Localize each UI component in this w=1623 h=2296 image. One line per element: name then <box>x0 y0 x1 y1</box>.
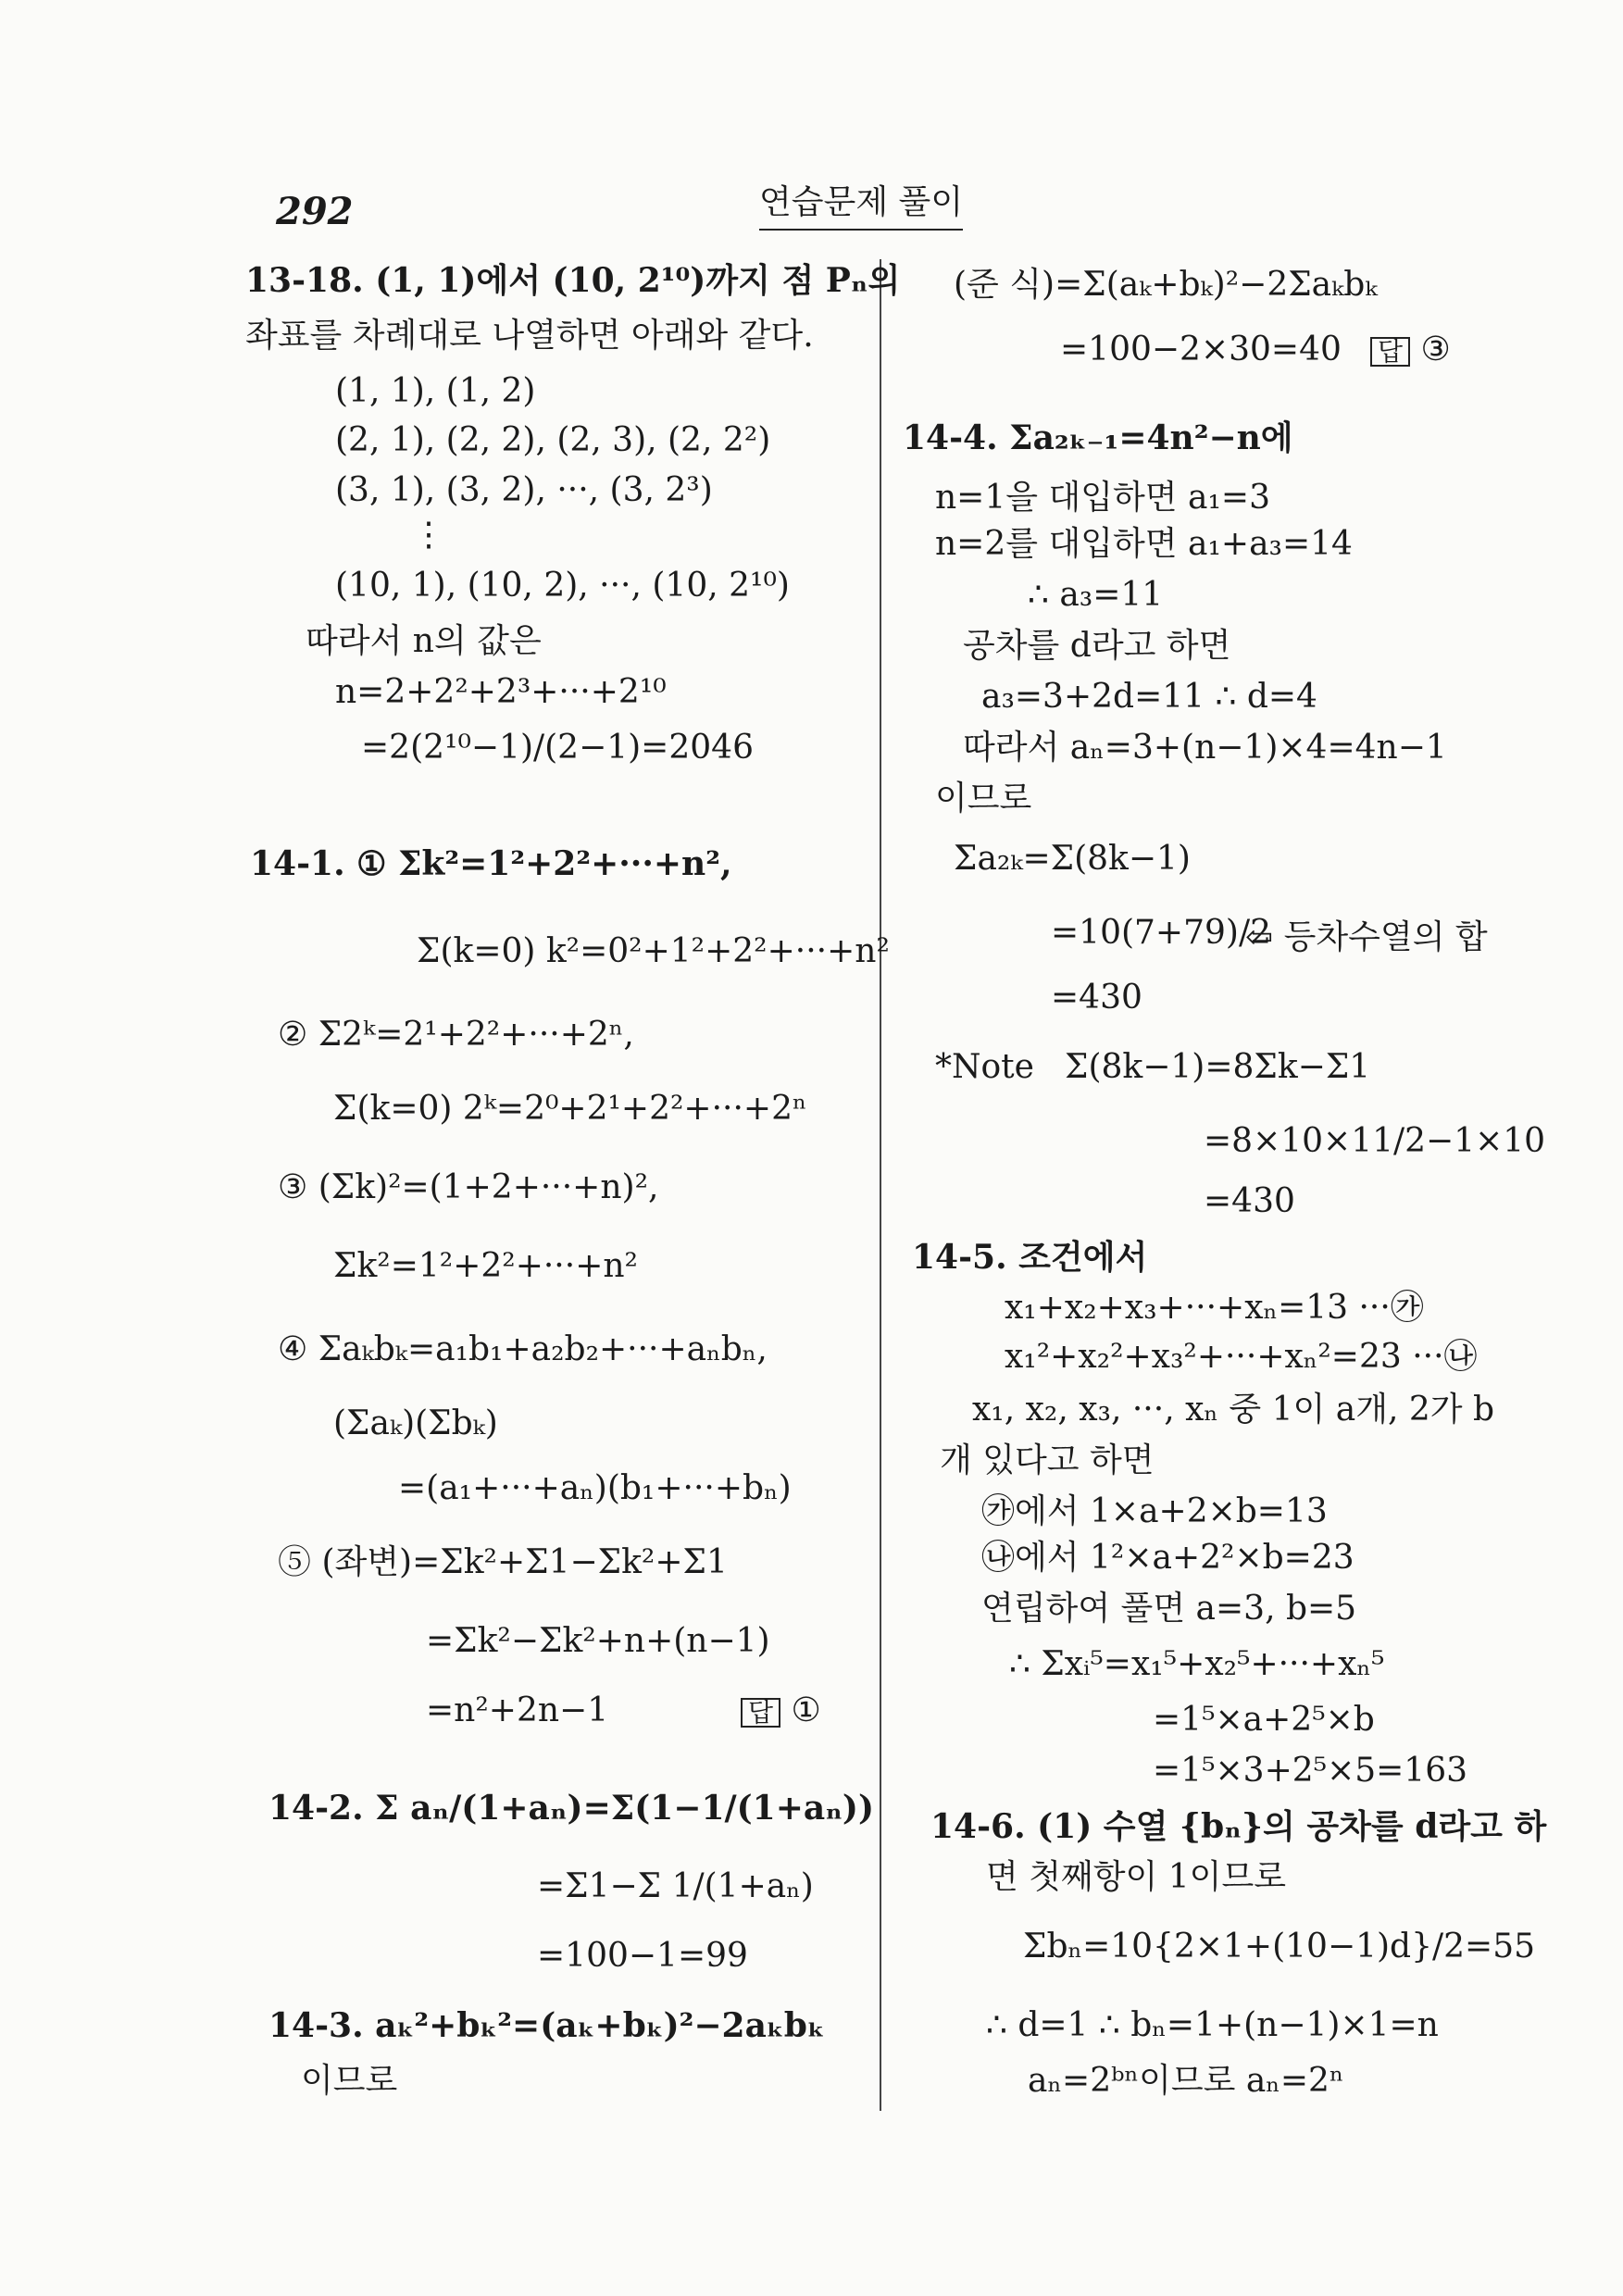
page-number: 292 <box>276 190 354 233</box>
solution-line: n=2+2²+2³+···+2¹⁰ <box>335 673 667 711</box>
solution-line: Σ(8k−1)=8Σk−Σ1 <box>1065 1048 1371 1086</box>
solution-line: 이므로 <box>935 780 1032 817</box>
solution-line: ② Σ2ᵏ=2¹+2²+···+2ⁿ, <box>278 1016 634 1054</box>
solution-line: =10(7+79)/2 <box>1051 914 1271 952</box>
solution-line: Σ(k=0) 2ᵏ=2⁰+2¹+2²+···+2ⁿ <box>333 1090 807 1128</box>
right-answer-mark <box>1370 333 1451 367</box>
solution-line: n=1을 대입하면 a₁=3 <box>935 479 1270 517</box>
solution-line: =100−2×30=40 <box>1060 331 1342 368</box>
solution-line: n=2를 대입하면 a₁+a₃=14 <box>935 525 1353 563</box>
solution-line: =Σk²−Σk²+n+(n−1) <box>426 1622 770 1660</box>
answer-box: 답 <box>741 1698 780 1728</box>
solution-line: (10, 1), (10, 2), ···, (10, 2¹⁰) <box>335 567 790 605</box>
answer-box: 답 <box>1370 337 1410 367</box>
solution-line: =8×10×11/2−1×10 <box>1204 1122 1546 1160</box>
solution-line: 13-18. (1, 1)에서 (10, 2¹⁰)까지 점 Pₙ의 <box>245 261 901 300</box>
solution-line: *Note <box>935 1048 1034 1086</box>
solution-line: ⑤ (좌변)=Σk²+Σ1−Σk²+Σ1 <box>278 1543 728 1581</box>
solution-line: (3, 1), (3, 2), ···, (3, 2³) <box>335 471 713 509</box>
solution-line: 연립하여 풀면 a=3, b=5 <box>981 1590 1357 1628</box>
solution-line: =1⁵×3+2⁵×5=163 <box>1153 1752 1468 1790</box>
solution-line: Σa₂ₖ=Σ(8k−1) <box>954 840 1191 878</box>
solution-line: x₁²+x₂²+x₃²+···+xₙ²=23 ···㉯ <box>1005 1338 1478 1376</box>
solution-line: Σbₙ=10{2×1+(10−1)d}/2=55 <box>1023 1928 1536 1965</box>
solution-line: =430 <box>1051 979 1142 1017</box>
solution-line: =2(2¹⁰−1)/(2−1)=2046 <box>361 729 754 767</box>
solution-line: ⇦ 등차수열의 합 <box>1245 918 1488 956</box>
solution-line: 공차를 d라고 하면 <box>963 627 1231 665</box>
solution-line: =n²+2n−1 <box>426 1691 609 1729</box>
solution-line: 14-4. Σa₂ₖ₋₁=4n²−n에 <box>903 418 1293 457</box>
answer-choice: ③ <box>1420 331 1451 368</box>
solution-line: ④ Σaₖbₖ=a₁b₁+a₂b₂+···+aₙbₙ, <box>278 1330 768 1368</box>
solution-line: 따라서 aₙ=3+(n−1)×4=4n−1 <box>963 729 1447 767</box>
solution-line: ㉯에서 1²×a+2²×b=23 <box>981 1539 1355 1577</box>
column-divider <box>880 259 881 2111</box>
solution-line: ∴ Σxᵢ⁵=x₁⁵+x₂⁵+···+xₙ⁵ <box>1009 1645 1385 1683</box>
solution-line: 좌표를 차례대로 나열하면 아래와 같다. <box>245 317 814 355</box>
solution-line: 개 있다고 하면 <box>940 1441 1155 1479</box>
solution-line: =(a₁+···+aₙ)(b₁+···+bₙ) <box>398 1469 792 1507</box>
solution-line: ③ (Σk)²=(1+2+···+n)², <box>278 1168 659 1206</box>
solution-line: Σk²=1²+2²+···+n² <box>333 1247 638 1285</box>
solution-line: (준 식)=Σ(aₖ+bₖ)²−2Σaₖbₖ <box>954 266 1378 304</box>
solution-line: x₁, x₂, x₃, ···, xₙ 중 1이 a개, 2가 b <box>972 1391 1495 1429</box>
solution-line: 이므로 <box>301 2062 398 2100</box>
page-header-title: 연습문제 풀이 <box>759 176 963 231</box>
solution-line: 면 첫째항이 1이므로 <box>986 1858 1286 1896</box>
solution-line: =Σ1−Σ 1/(1+aₙ) <box>537 1867 814 1905</box>
left-answer-mark <box>741 1691 821 1729</box>
solution-line: (1, 1), (1, 2) <box>335 372 536 410</box>
solution-line: a₃=3+2d=11 ∴ d=4 <box>981 678 1317 716</box>
solution-line: ⋮ <box>412 516 445 554</box>
answer-choice: ① <box>791 1691 821 1729</box>
solution-line: 14-1. ① Σk²=1²+2²+···+n², <box>250 844 732 883</box>
solution-line: (2, 1), (2, 2), (2, 3), (2, 2²) <box>335 421 771 459</box>
solution-line: 14-2. Σ aₙ/(1+aₙ)=Σ(1−1/(1+aₙ)) <box>268 1789 874 1828</box>
solution-line: =430 <box>1204 1182 1295 1220</box>
solution-line: =1⁵×a+2⁵×b <box>1153 1701 1375 1739</box>
solution-line: ∴ d=1 ∴ bₙ=1+(n−1)×1=n <box>986 2006 1439 2044</box>
solution-line: Σ(k=0) k²=0²+1²+2²+···+n² <box>417 932 890 970</box>
solution-line: 14-6. (1) 수열 {bₙ}의 공차를 d라고 하 <box>930 1807 1547 1846</box>
solution-line: 따라서 n의 값은 <box>306 622 542 660</box>
solution-line: 14-3. aₖ²+bₖ²=(aₖ+bₖ)²−2aₖbₖ <box>268 2006 825 2045</box>
solution-line: ∴ a₃=11 <box>1028 576 1164 614</box>
solution-line: =100−1=99 <box>537 1937 748 1975</box>
solution-line: x₁+x₂+x₃+···+xₙ=13 ···㉮ <box>1005 1289 1424 1327</box>
solution-line: (Σaₖ)(Σbₖ) <box>333 1404 498 1442</box>
solution-line: aₙ=2ᵇⁿ이므로 aₙ=2ⁿ <box>1028 2062 1344 2100</box>
solution-line: ㉮에서 1×a+2×b=13 <box>981 1492 1328 1530</box>
solution-line: 14-5. 조건에서 <box>912 1238 1148 1277</box>
